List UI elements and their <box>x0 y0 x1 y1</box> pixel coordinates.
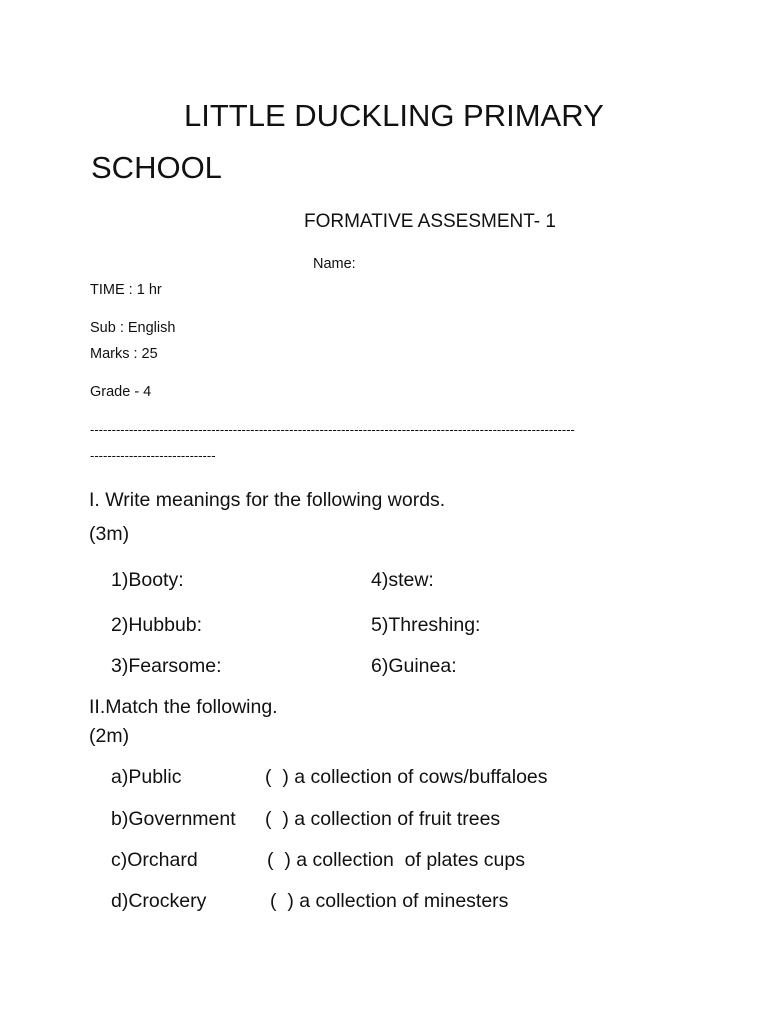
match-item-left: c)Orchard <box>111 849 198 871</box>
match-item-right: ( ) a collection of minesters <box>270 890 509 912</box>
match-item-right: ( ) a collection of fruit trees <box>265 808 501 830</box>
time-label: TIME : 1 hr <box>90 282 162 298</box>
subject-label: Sub : English <box>90 320 176 336</box>
word-item: 3)Fearsome: <box>111 655 222 677</box>
match-item-left: d)Crockery <box>111 890 207 912</box>
word-item: 6)Guinea: <box>371 655 457 677</box>
match-item-left: b)Government <box>111 808 236 830</box>
match-item-right: ( ) a collection of plates cups <box>267 849 525 871</box>
separator-line-1: ---------------------------------------------------------------------------------------------------------------- <box>90 422 575 437</box>
name-label: Name: <box>313 256 356 272</box>
grade-label: Grade - 4 <box>90 384 152 400</box>
word-item: 1)Booty: <box>111 569 184 591</box>
exam-title: FORMATIVE ASSESMENT- 1 <box>304 211 556 232</box>
word-item: 5)Threshing: <box>371 614 481 636</box>
match-item-right: ( ) a collection of cows/buffaloes <box>265 766 548 788</box>
section-1-heading: I. Write meanings for the following words. <box>89 489 446 511</box>
marks-label: Marks : 25 <box>90 346 158 362</box>
word-item: 2)Hubbub: <box>111 614 203 636</box>
match-item-left: a)Public <box>111 766 182 788</box>
word-item: 4)stew: <box>371 569 434 591</box>
section-2-marks: (2m) <box>89 725 130 747</box>
section-1-marks: (3m) <box>89 523 130 545</box>
school-name-line2: SCHOOL <box>91 150 222 185</box>
school-name-line1: LITTLE DUCKLING PRIMARY <box>184 98 604 133</box>
section-2-heading: II.Match the following. <box>89 696 278 718</box>
separator-line-2: ----------------------------- <box>90 448 216 463</box>
